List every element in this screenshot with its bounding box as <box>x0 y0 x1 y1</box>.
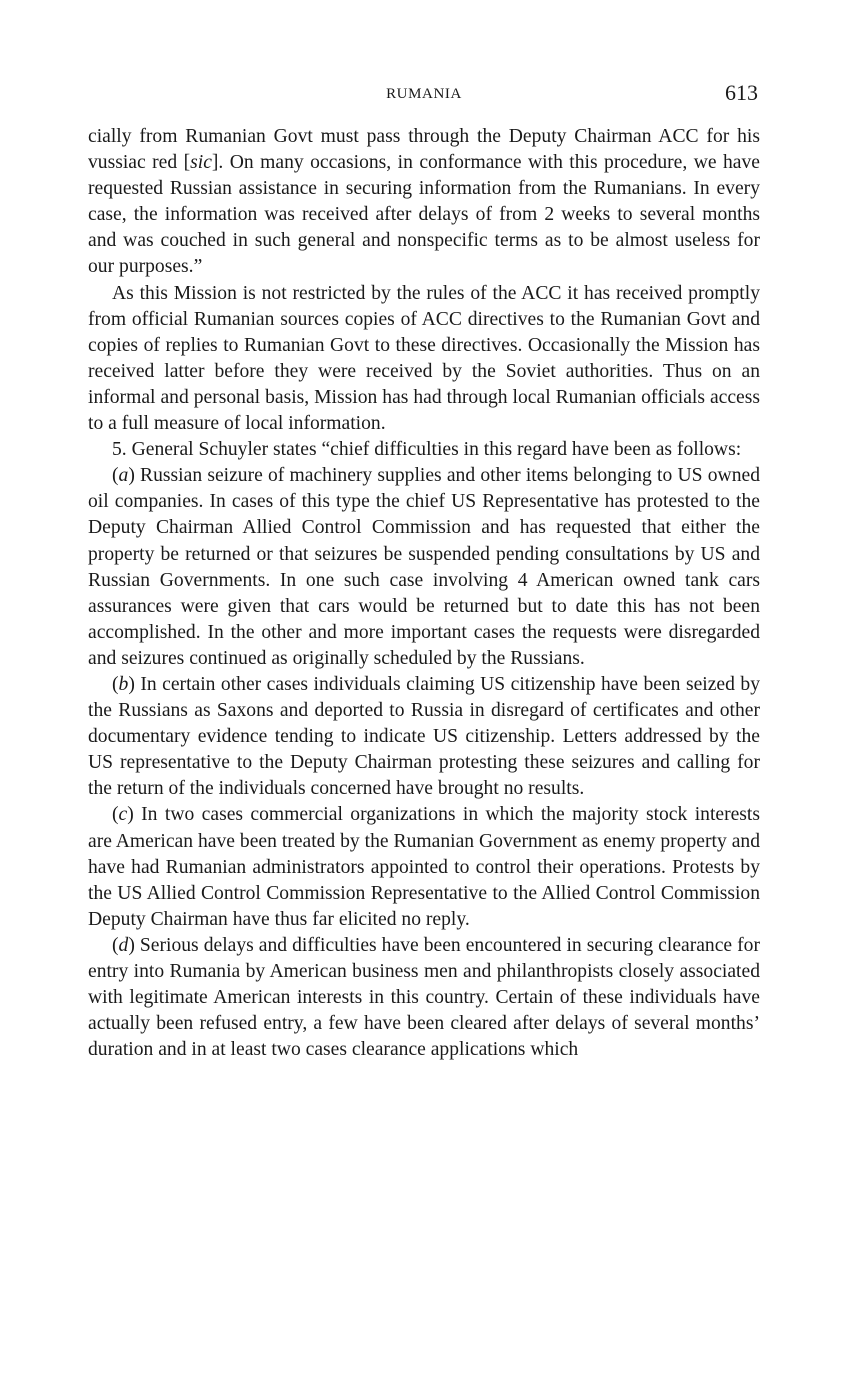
paragraph-continuation: cially from Rumanian Govt must pass through the Deputy Chairman ACC for his vussiac red [sic]. On many occasions, in conformance with this procedure, we have requested Russian assistance in securing information from the Rumanians. In every case, the information was received after delays of from 2 weeks to several months and was couched in such general and nonspecific terms as to be almost useless for our purposes.” <box>88 126 761 278</box>
paragraph-item-c: (c) In two cases commercial organizations in which the majority stock interests are American have been treated by the Rumanian Government as enemy property and have had Rumanian administrators appointed to control their operations. Protests by the US Allied Control Commission Representative to the Allied Control Commission Deputy Chairman have thus far elicited no reply. <box>88 804 760 930</box>
paragraph-item-b: (b) In certain other cases individuals claiming US citizenship have been seized by the Russians as Saxons and deported to Russia in disregard of certificates and other documentary evidence tending to indicate US citizenship. Letters addressed by the US representative to the Deputy Chairman protesting these seizures and calling for the return of the individuals concerned have brought no results. <box>88 673 760 800</box>
paragraph-mission-access: As this Mission is not restricted by the rules of the ACC it has received promptly from official Rumanian sources copies of ACC directives to the Rumanian Govt and copies of replies to Rumanian Govt to these directives. Occasionally the Mission has received latter before they were received by the Soviet authorities. Thus on an informal and personal basis, Mission has had through local Rumanian officials access to a full measure of local information. <box>88 282 760 435</box>
paragraph-item-a: (a) Russian seizure of machinery supplies and other items belonging to US owned oil companies. In cases of this type the chief US Representative has protested to the Deputy Chairman Allied Control Commission and has requested that either the property be returned or that seizures be suspended pending consultations by US and Russian Governments. In one such case involving 4 American owned tank cars assurances were given that cars would be returned but to date this has not been accomplished. In the other and more important cases the requests were disregarded and seizures continued as originally scheduled by the Russians. <box>88 465 760 669</box>
body-text <box>88 124 760 1063</box>
running-head <box>88 80 760 110</box>
paragraph-general-schuyler: 5. General Schuyler states “chief difficulties in this regard have been as follows: <box>112 439 742 461</box>
page-number: 613 <box>725 80 758 105</box>
paragraph-item-d: (d) Serious delays and difficulties have been encountered in securing clearance for entry into Rumania by American business men and philanthropists closely associated with legitimate American interests in this country. Certain of these individuals have actually been refused entry, a few have been cleared after delays of several months’ duration and in at least two cases clearance applications which <box>88 934 760 1061</box>
running-title: RUMANIA <box>386 86 462 102</box>
